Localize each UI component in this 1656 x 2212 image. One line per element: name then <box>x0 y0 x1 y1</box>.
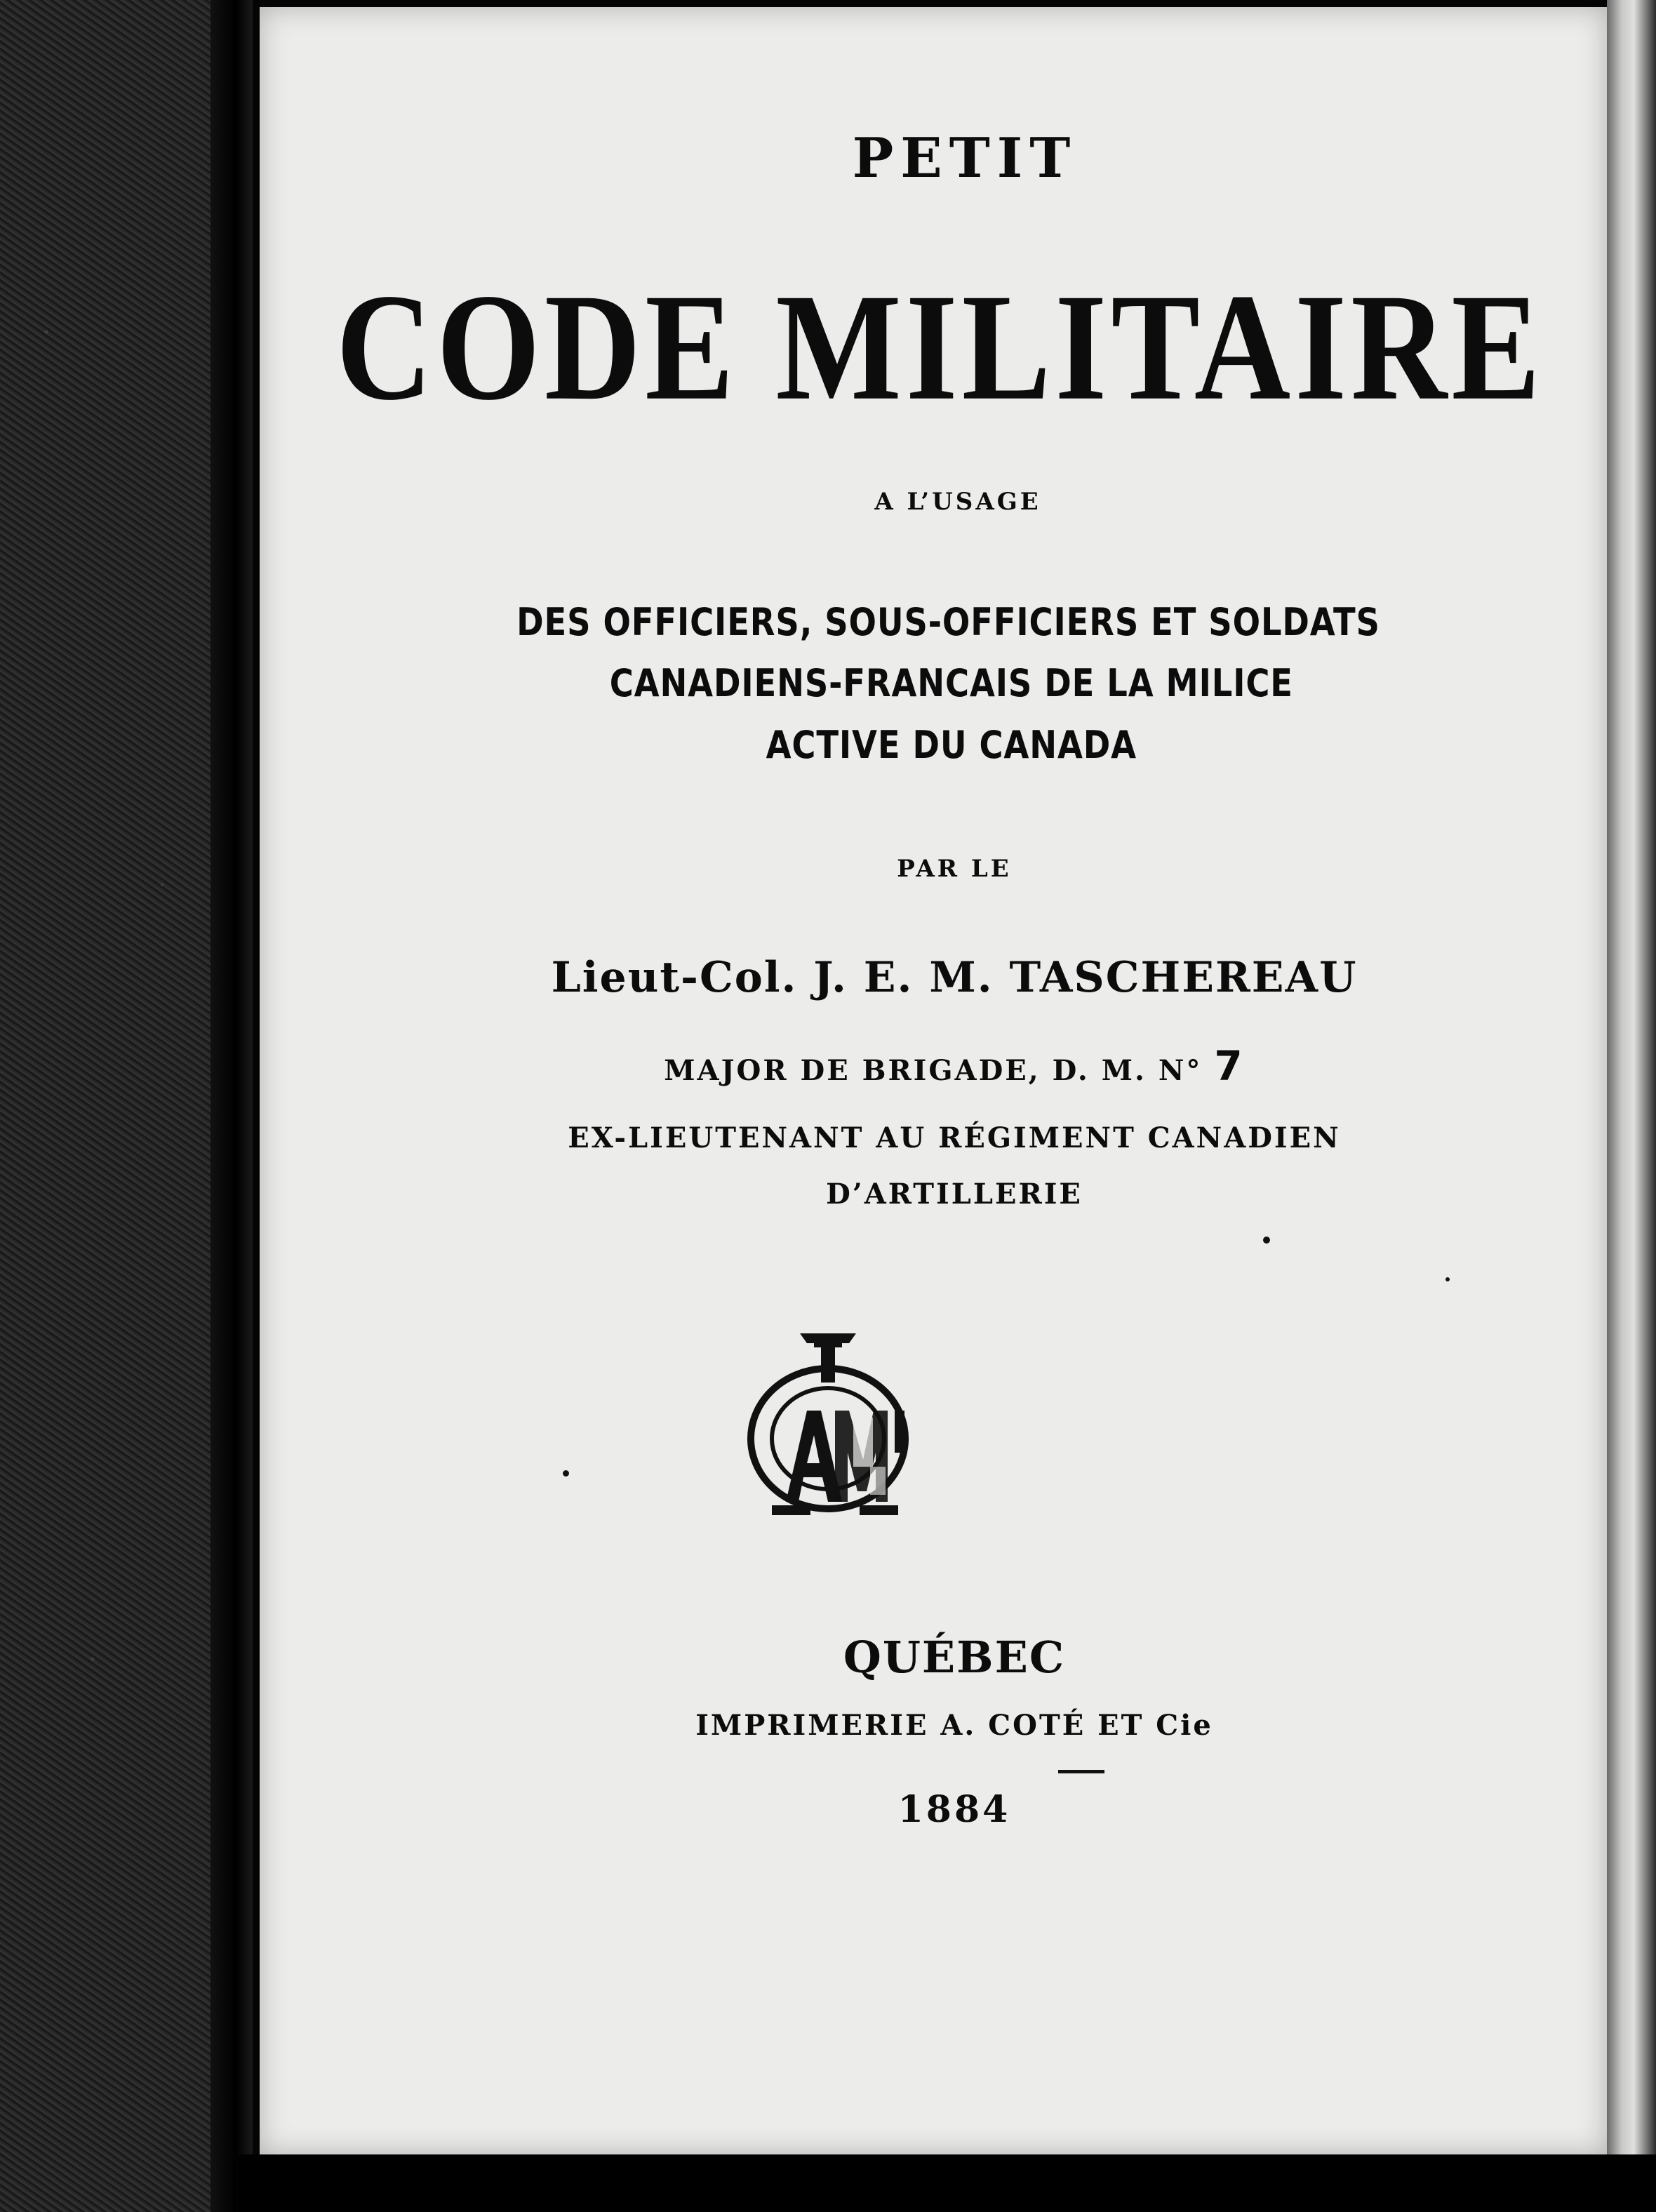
author-rank-number: 7 <box>1214 1042 1245 1090</box>
page-edge-strip <box>1607 0 1656 2212</box>
cover-edge <box>211 0 253 2212</box>
author-name: Lieut-Col. J. E. M. TASCHEREAU <box>551 953 1358 1002</box>
divider-rule <box>1058 1770 1104 1773</box>
publication-city: QUÉBEC <box>843 1632 1066 1683</box>
publication-year: 1884 <box>897 1788 1011 1831</box>
subtitle-line-2: CANADIENS-FRANCAIS DE LA MILICE <box>609 661 1293 705</box>
title-prefix: PETIT <box>852 126 1078 190</box>
former-rank-line-1: EX-LIEUTENANT AU RÉGIMENT CANADIEN <box>568 1121 1341 1154</box>
usage-line: A L’USAGE <box>874 488 1041 516</box>
scan-border <box>239 2154 1656 2212</box>
main-title: CODE MILITAIRE <box>335 262 1545 433</box>
printer-monogram-icon <box>730 1326 926 1551</box>
author-rank-text: MAJOR DE BRIGADE, D. M. N° <box>664 1054 1203 1087</box>
author-rank <box>260 1042 1607 1090</box>
ink-speck <box>563 1470 569 1477</box>
by-line: PAR LE <box>897 855 1012 883</box>
subtitle-line-3: ACTIVE DU CANADA <box>766 723 1137 767</box>
ink-speck <box>1445 1277 1450 1281</box>
book-cover <box>0 0 232 2212</box>
subtitle-line-1: DES OFFICIERS, SOUS-OFFICIERS ET SOLDATS <box>516 600 1380 644</box>
former-rank-line-2: D’ARTILLERIE <box>826 1178 1083 1211</box>
printer-name: IMPRIMERIE A. COTÉ ET Cie <box>695 1709 1213 1742</box>
title-page <box>260 7 1607 2154</box>
ink-speck <box>1263 1237 1270 1244</box>
